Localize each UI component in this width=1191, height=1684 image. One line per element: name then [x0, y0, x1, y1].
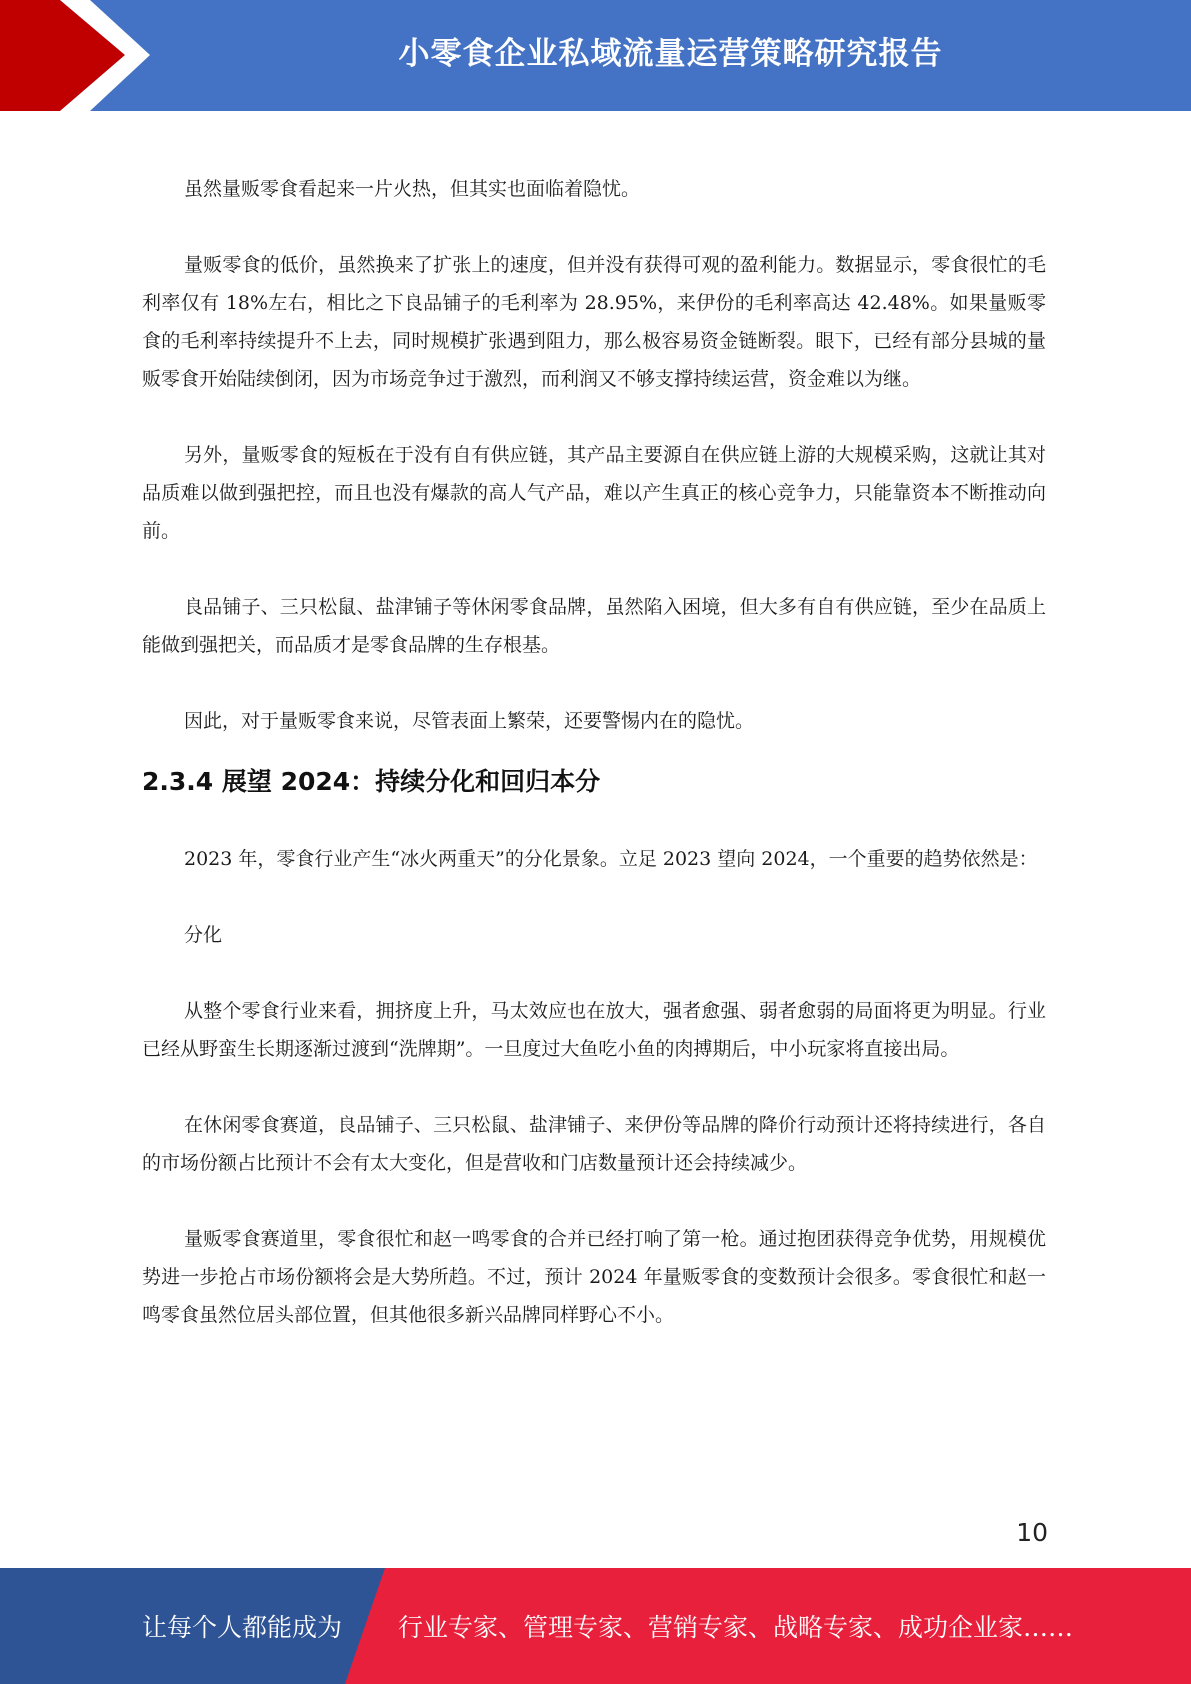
- paragraph: 量贩零食的低价，虽然换来了扩张上的速度，但并没有获得可观的盈利能力。数据显示，零食很忙的毛利率仅有 18%左右，相比之下良品铺子的毛利率为 28.95%，来伊份的毛利率高达 42.48%。如果量贩零食的毛利率持续提升不上去，同时规模扩张遇到阻力，那么极容易资金链断裂。眼下，已经有部分县城的量贩零食开始陆续倒闭，因为市场竞争过于激烈，而利润又不够支撑持续运营，资金难以为继。: [142, 254, 1046, 390]
- paragraph: 另外，量贩零食的短板在于没有自有供应链，其产品主要源自在供应链上游的大规模采购，这就让其对品质难以做到强把控，而且也没有爆款的高人气产品，难以产生真正的核心竞争力，只能靠资本不断推动向前。: [142, 444, 1046, 542]
- paragraph: 良品铺子、三只松鼠、盐津铺子等休闲零食品牌，虽然陷入困境，但大多有自有供应链，至少在品质上能做到强把关，而品质才是零食品牌的生存根基。: [142, 596, 1046, 656]
- paragraph: 虽然量贩零食看起来一片火热，但其实也面临着隐忧。: [184, 178, 641, 200]
- section-heading: 2.3.4 展望 2024：持续分化和回归本分: [142, 767, 601, 796]
- footer-slogan-right: 行业专家、管理专家、营销专家、战略专家、成功企业家……: [398, 1613, 1074, 1642]
- paragraph: 因此，对于量贩零食来说，尽管表面上繁荣，还要警惕内在的隐忧。: [184, 710, 755, 732]
- paragraph: 量贩零食赛道里，零食很忙和赵一鸣零食的合并已经打响了第一枪。通过抱团获得竞争优势，用规模优势进一步抢占市场份额将会是大势所趋。不过，预计 2024 年量贩零食的变数预计会很多。零食很忙和赵一鸣零食虽然位居头部位置，但其他很多新兴品牌同样野心不小。: [142, 1228, 1046, 1326]
- page-number: 10: [1016, 1518, 1048, 1547]
- page-header: [0, 0, 1191, 111]
- paragraph: 2023 年，零食行业产生“冰火两重天”的分化景象。立足 2023 望向 2024，一个重要的趋势依然是：: [184, 848, 1038, 870]
- document-body: [142, 170, 1046, 1372]
- paragraph: 在休闲零食赛道，良品铺子、三只松鼠、盐津铺子、来伊份等品牌的降价行动预计还将持续进行，各自的市场份额占比预计不会有太大变化，但是营收和门店数量预计还会持续减少。: [142, 1114, 1046, 1174]
- report-title: 小零食企业私域流量运营策略研究报告: [398, 35, 943, 72]
- page-footer: [0, 1568, 1191, 1684]
- paragraph: 从整个零食行业来看，拥挤度上升，马太效应也在放大，强者愈强、弱者愈弱的局面将更为明显。行业已经从野蛮生长期逐渐过渡到“洗牌期”。一旦度过大鱼吃小鱼的肉搏期后，中小玩家将直接出局。: [142, 1000, 1046, 1060]
- footer-slogan-left: 让每个人都能成为: [142, 1613, 343, 1642]
- paragraph: 分化: [184, 924, 223, 946]
